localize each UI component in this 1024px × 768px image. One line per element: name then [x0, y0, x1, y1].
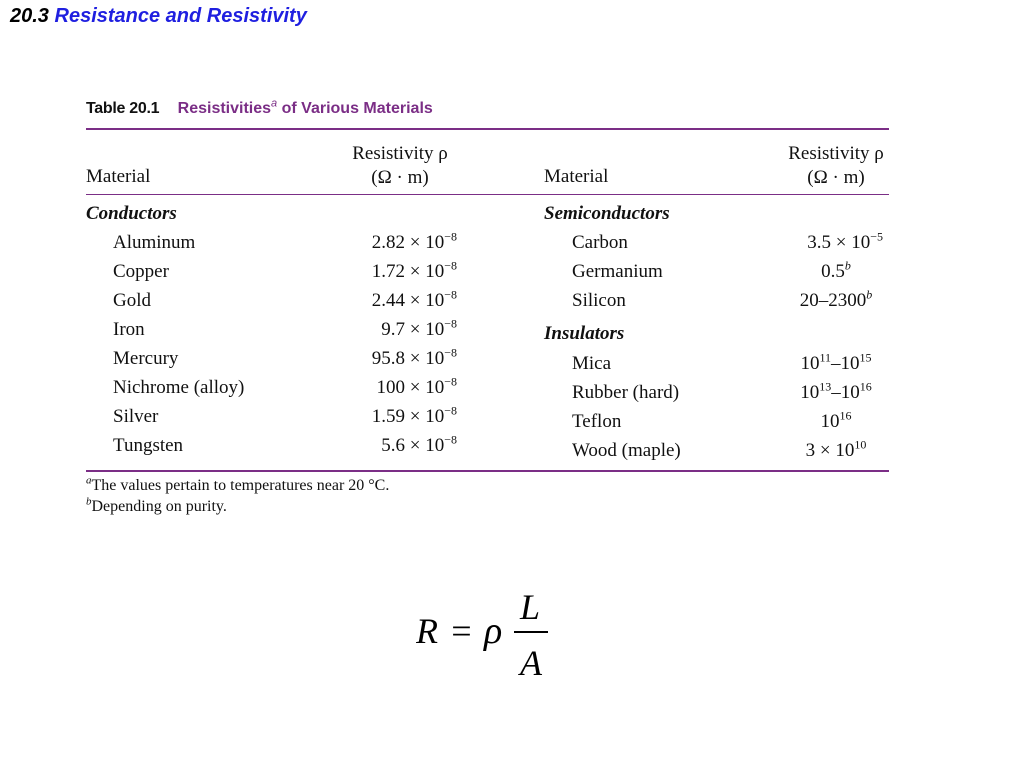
exponent: −8: [444, 229, 457, 244]
table-title-rest: of Various Materials: [277, 100, 433, 117]
mantissa: 1.59: [371, 406, 405, 427]
resistivity-value: [381, 316, 457, 344]
table-row: [0, 408, 1024, 436]
base: 10: [425, 406, 445, 427]
times-sign: ×: [835, 232, 847, 253]
resistivity-value: $10^{13}-10^{16}$: [800, 379, 872, 403]
formula-denominator: A: [520, 643, 542, 683]
times-sign: ×: [409, 261, 421, 282]
base: 10: [800, 353, 820, 374]
base: 10: [820, 411, 840, 432]
table-title-sup: a: [271, 97, 278, 110]
formula-numerator: L: [520, 587, 541, 627]
material-name: Iron: [113, 319, 145, 340]
mantissa: 9.7: [381, 319, 405, 340]
base: 10: [800, 382, 820, 403]
times-sign: ×: [819, 440, 831, 461]
table-row: [0, 287, 1024, 315]
table-header-rule: [86, 194, 889, 195]
table-row: [0, 350, 1024, 378]
base: 10: [425, 348, 445, 369]
times-sign: ×: [409, 319, 421, 340]
table-caption: [86, 97, 433, 118]
mantissa: 1.72: [371, 261, 405, 282]
formula-lhs: R: [416, 611, 438, 651]
table-top-rule: [86, 128, 889, 130]
base: 10: [425, 377, 445, 398]
material-name: Silicon: [572, 290, 626, 311]
footnote-mark: b: [866, 287, 873, 302]
slide-title-text: Resistance and Resistivity: [54, 5, 307, 27]
material-name: Gold: [113, 290, 151, 311]
exponent: 11: [819, 350, 832, 365]
table-row: [0, 229, 1024, 257]
footnote-b: [86, 495, 227, 516]
footnote-mark: b: [86, 495, 92, 508]
mantissa: 95.8: [371, 348, 405, 369]
table-row: [0, 258, 1024, 286]
header-material-right: Material: [544, 166, 609, 187]
group-insulators: Insulators: [544, 323, 625, 344]
resistivity-value: [807, 229, 883, 257]
material-name: Mica: [572, 353, 612, 374]
material-name: Rubber (hard): [572, 382, 680, 403]
slide-number: 20.3: [10, 5, 49, 27]
mantissa: 2.44: [371, 290, 405, 311]
mantissa: 100: [376, 377, 405, 398]
mantissa: 3.5: [807, 232, 831, 253]
material-name: Carbon: [572, 232, 628, 253]
exponent: −8: [444, 258, 457, 273]
footnote-a: [86, 474, 390, 495]
material-name: Silver: [113, 406, 159, 427]
exponent: 15: [859, 350, 872, 365]
material-name: Aluminum: [113, 232, 196, 253]
table-row: [0, 316, 1024, 344]
material-name: Nichrome (alloy): [113, 377, 245, 398]
formula-equals: =: [449, 611, 474, 651]
footnote-mark: b: [844, 258, 851, 273]
formula-svg: [416, 585, 556, 685]
table-row: [0, 437, 1024, 465]
exponent: −8: [444, 345, 457, 360]
exponent: −5: [870, 229, 883, 244]
resistivity-value: [766, 408, 906, 436]
times-sign: ×: [409, 290, 421, 311]
resistivity-value: [766, 258, 906, 286]
base: 10: [835, 440, 855, 461]
table-row: [0, 379, 1024, 407]
base: 10: [425, 232, 445, 253]
header-resistivity-right: [766, 142, 906, 190]
header-resistivity-line1: Resistivity ρ: [352, 143, 448, 164]
exponent: −8: [444, 316, 457, 331]
base: 10: [425, 319, 445, 340]
material-name: Wood (maple): [572, 440, 681, 461]
times-sign: ×: [409, 348, 421, 369]
footnote-mark: a: [86, 474, 92, 487]
mantissa: 3: [805, 440, 816, 461]
material-name: Copper: [113, 261, 169, 282]
header-resistivity-line1: Resistivity ρ: [788, 143, 884, 164]
material-name: Tungsten: [113, 435, 184, 456]
base: 10: [851, 232, 871, 253]
resistance-formula: [416, 585, 556, 685]
exponent: 16: [839, 408, 852, 423]
exponent: −8: [444, 432, 457, 447]
header-resistivity-left: [330, 142, 470, 190]
resistivity-value: [766, 287, 906, 315]
exponent: 10: [854, 437, 867, 452]
mantissa: 2.82: [371, 232, 405, 253]
exponent: −8: [444, 287, 457, 302]
base: 10: [425, 261, 445, 282]
value: 20–2300: [799, 290, 867, 311]
exponent: 13: [819, 379, 832, 394]
base: 10: [840, 382, 860, 403]
table-label: Table 20.1: [86, 100, 160, 117]
base: 10: [840, 353, 860, 374]
header-material-left: Material: [86, 166, 151, 187]
exponent: 16: [859, 379, 872, 394]
material-name: Teflon: [572, 411, 622, 432]
material-name: Mercury: [113, 348, 179, 369]
exponent: −8: [444, 374, 457, 389]
material-name: Germanium: [572, 261, 663, 282]
header-resistivity-line2: (Ω · m): [807, 167, 865, 188]
table-bottom-rule: [86, 470, 889, 472]
formula-rho: ρ: [484, 610, 503, 652]
times-sign: ×: [409, 435, 421, 456]
times-sign: ×: [409, 232, 421, 253]
base: 10: [425, 290, 445, 311]
group-conductors: Conductors: [86, 203, 177, 224]
value: 0.5: [821, 261, 845, 282]
table-title-main: Resistivities: [177, 100, 272, 117]
times-sign: ×: [409, 377, 421, 398]
base: 10: [425, 435, 445, 456]
header-resistivity-line2: (Ω · m): [371, 167, 429, 188]
group-semiconductors: Semiconductors: [544, 203, 670, 224]
times-sign: ×: [409, 406, 421, 427]
resistivity-value: $10^{11}-10^{15}$: [800, 350, 872, 374]
resistivity-value: [766, 437, 906, 465]
table-title: [177, 97, 433, 117]
slide-title: [10, 5, 307, 28]
footnote-text: The values pertain to temperatures near 20 °C.: [91, 477, 390, 494]
footnote-text: Depending on purity.: [91, 498, 227, 515]
exponent: −8: [444, 403, 457, 418]
mantissa: 5.6: [381, 435, 405, 456]
